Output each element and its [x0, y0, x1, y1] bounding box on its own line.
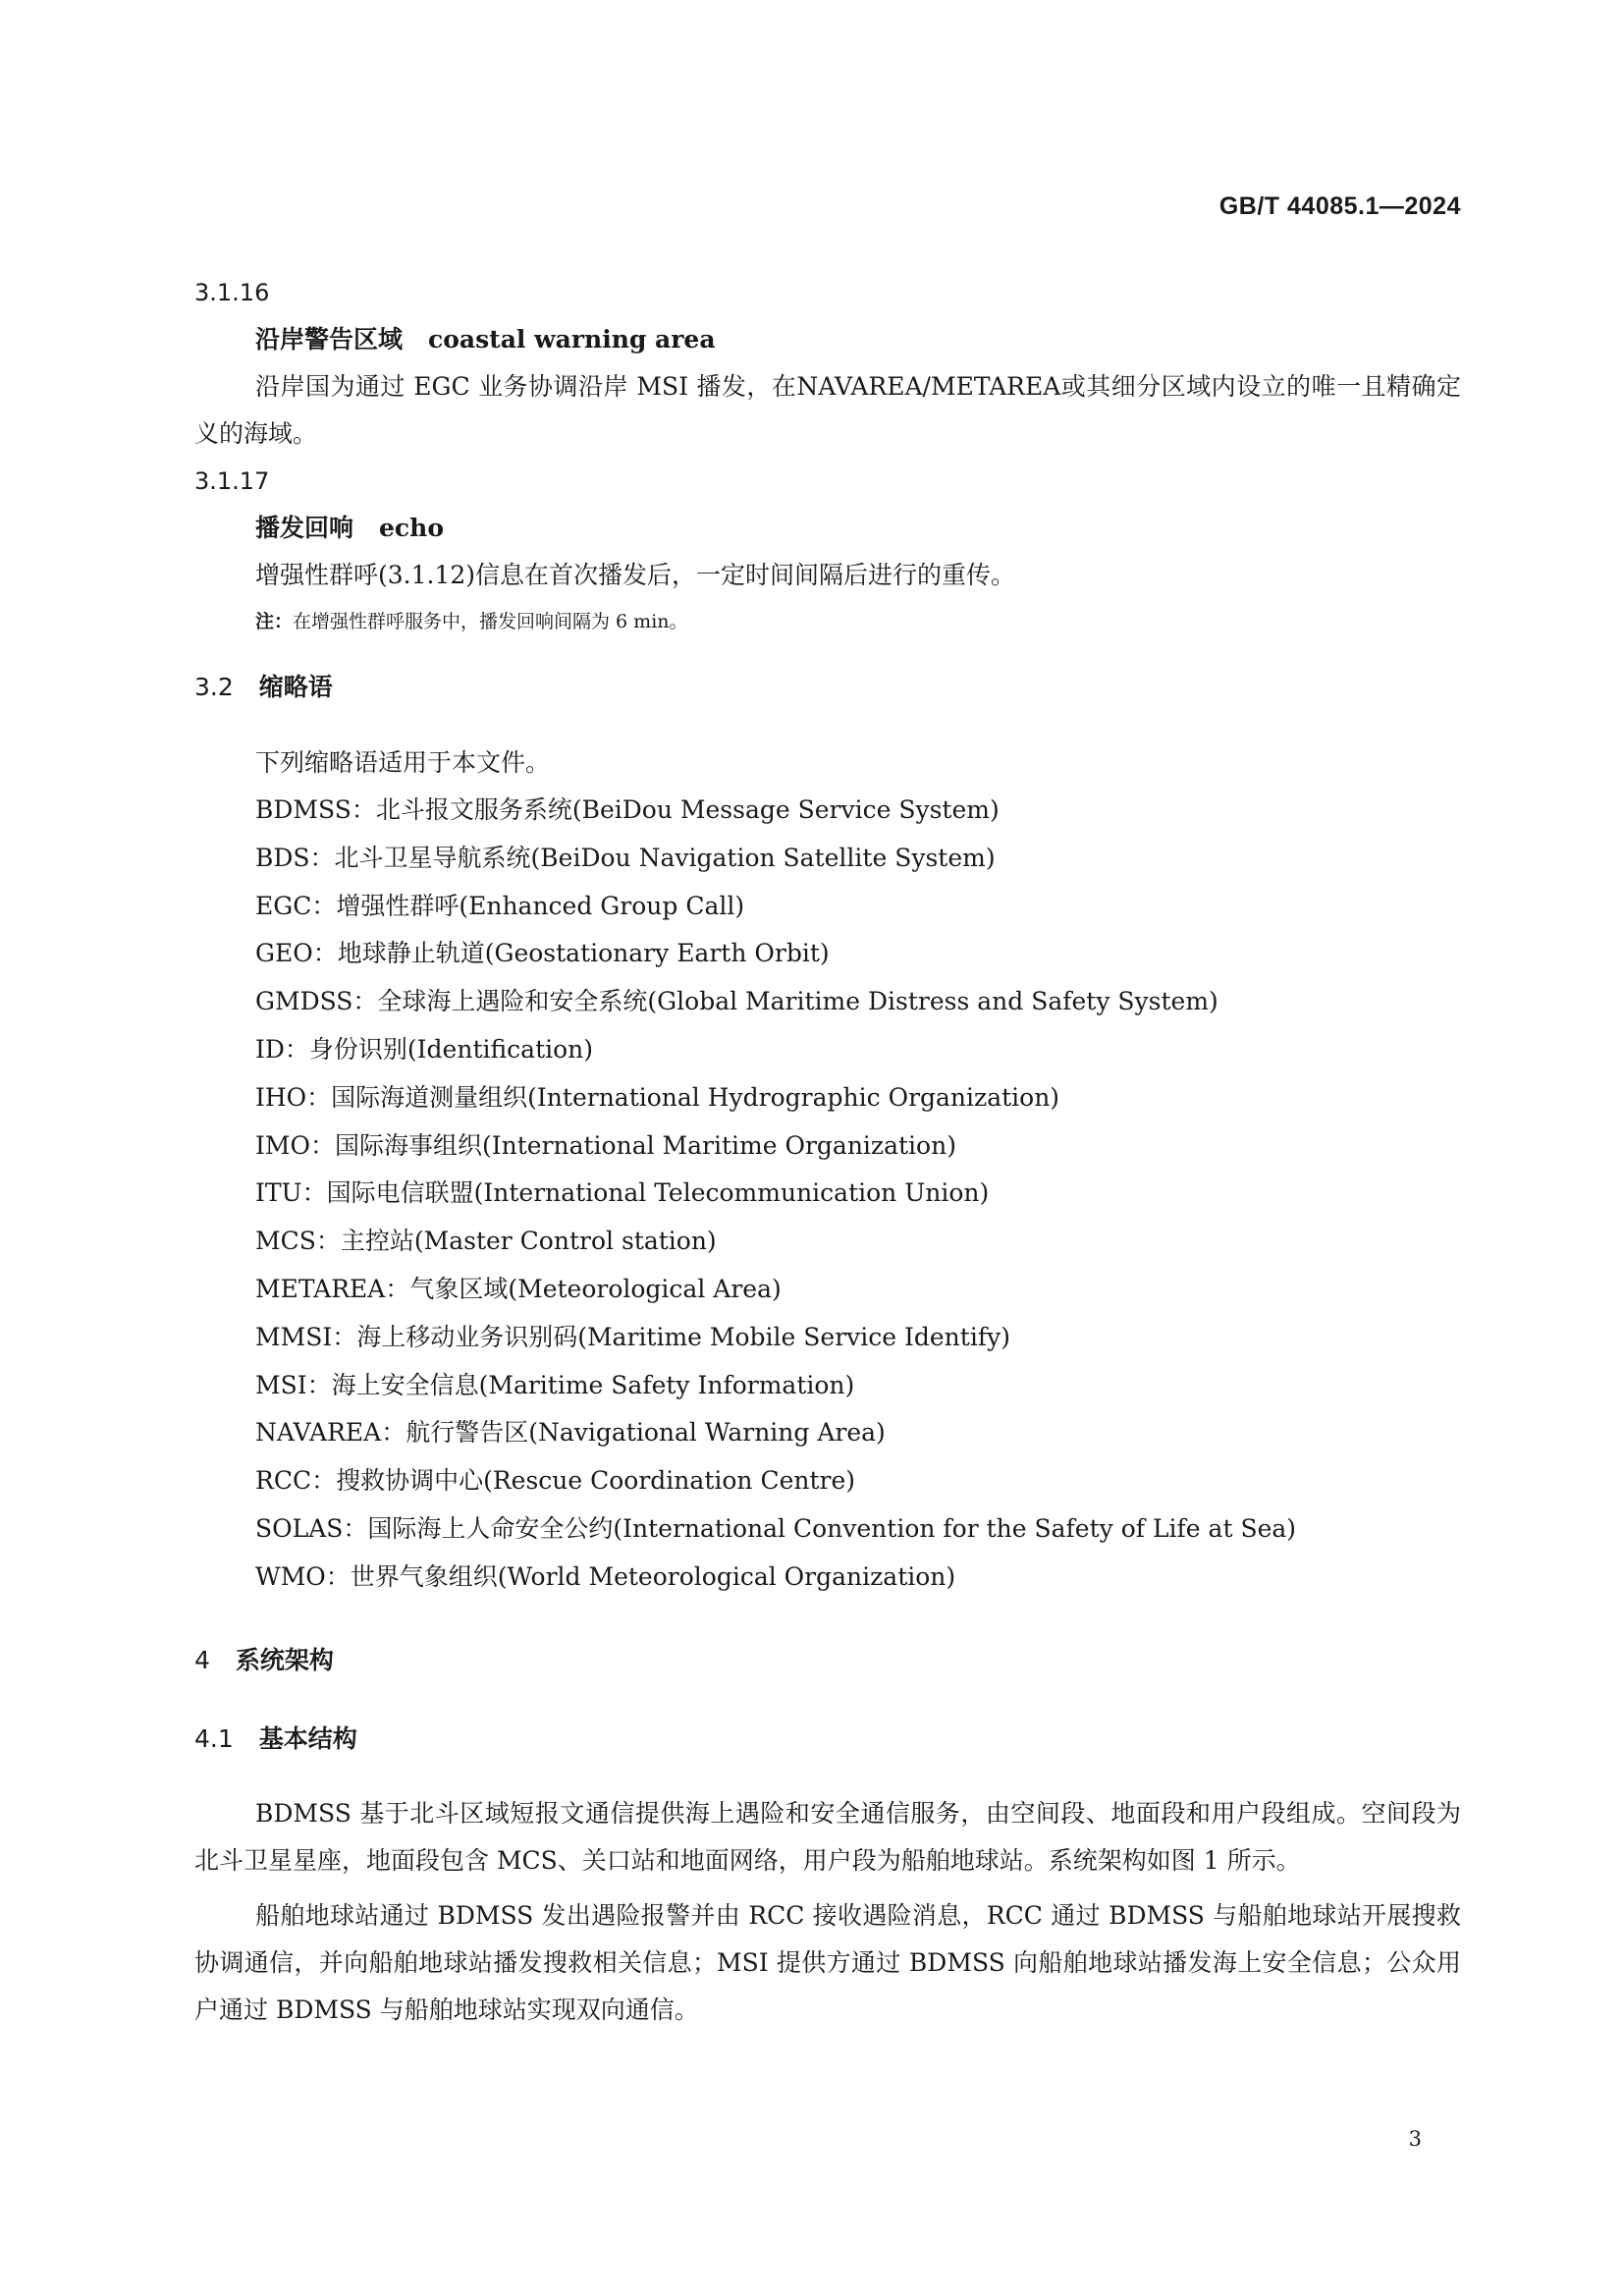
term-zh: 播发回响 [255, 514, 354, 542]
section-title: 缩略语 [258, 673, 333, 701]
term-definition-3-1-17: 增强性群呼(3.1.12)信息在首次播发后，一定时间间隔后进行的重传。 [255, 561, 1016, 589]
abbreviation-item: IHO：国际海道测量组织(International Hydrographic Organization) [255, 1082, 1060, 1112]
term-definition-3-1-16: 沿岸国为通过 EGC 业务协调沿岸 MSI 播发，在NAVAREA/METAREA或其细分区域内设立的唯一且精确定义的海域。 [194, 372, 1461, 448]
note-text: 在增强性群呼服务中，播发回响间隔为 6 min。 [293, 611, 688, 632]
section-heading-4 [194, 1637, 1461, 1684]
body-paragraph: 船舶地球站通过 BDMSS 发出遇险报警并由 RCC 接收遇险消息，RCC 通过 BDMSS 与船舶地球站开展搜救协调通信，并向船舶地球站播发搜救相关信息；MSI 提供方通过 BDMSS 向船舶地球站播发海上安全信息；公众用户通过 BDMSS 与船舶地球站实现双向通信。 [194, 1900, 1461, 2024]
section-heading-3-2 [194, 664, 1461, 711]
abbreviations-list [194, 787, 1461, 1602]
abbreviation-item: SOLAS：国际海上人命安全公约(International Convention for the Safety of Life at Sea) [255, 1513, 1297, 1543]
term-en: coastal warning area [428, 325, 716, 354]
page-content [194, 269, 1461, 2034]
abbreviation-item: MMSI：海上移动业务识别码(Maritime Mobile Service Identify) [255, 1322, 1010, 1351]
abbreviation-item: EGC：增强性群呼(Enhanced Group Call) [255, 891, 745, 920]
section-title: 系统架构 [235, 1645, 334, 1674]
term-en: echo [379, 514, 444, 542]
standard-code: GB/T 44085.1—2024 [1218, 192, 1461, 220]
section-heading-4-1 [194, 1716, 1461, 1763]
section-number: 4.1 [194, 1723, 234, 1753]
section-number: 4 [194, 1645, 210, 1674]
abbreviation-item: RCC：搜救协调中心(Rescue Coordination Centre) [255, 1466, 856, 1496]
abbreviation-item: BDMSS：北斗报文服务系统(BeiDou Message Service System) [255, 795, 1000, 824]
term-heading-3-1-16 [255, 316, 1461, 363]
abbreviation-item: ID：身份识别(Identification) [255, 1034, 594, 1064]
abbreviation-item: WMO：世界气象组织(World Meteorological Organization) [255, 1561, 956, 1591]
abbreviation-item: MCS：主控站(Master Control station) [255, 1227, 717, 1256]
term-note [255, 599, 1461, 644]
abbreviations-intro: 下列缩略语适用于本文件。 [255, 748, 551, 777]
note-label: 注： [255, 611, 294, 632]
term-zh: 沿岸警告区域 [255, 325, 404, 354]
term-heading-3-1-17 [255, 505, 1461, 552]
section-title: 基本结构 [258, 1723, 357, 1753]
abbreviation-item: GEO：地球静止轨道(Geostationary Earth Orbit) [255, 939, 830, 968]
abbreviation-item: IMO：国际海事组织(International Maritime Organization) [255, 1130, 956, 1160]
abbreviation-item: ITU：国际电信联盟(International Telecommunication Union) [255, 1178, 990, 1208]
clause-number-3-1-16: 3.1.16 [194, 279, 270, 306]
abbreviation-item: MSI：海上安全信息(Maritime Safety Information) [255, 1370, 855, 1399]
section-number: 3.2 [194, 673, 234, 701]
abbreviation-item: METAREA：气象区域(Meteorological Area) [255, 1274, 782, 1303]
abbreviation-item: NAVAREA：航行警告区(Navigational Warning Area) [255, 1418, 886, 1448]
body-paragraph: BDMSS 基于北斗区域短报文通信提供海上遇险和安全通信服务，由空间段、地面段和用户段组成。空间段为北斗卫星星座，地面段包含 MCS、关口站和地面网络，用户段为船舶地球站。系统架构如图 1 所示。 [194, 1798, 1461, 1875]
abbreviation-item: GMDSS：全球海上遇险和安全系统(Global Maritime Distress and Safety System) [255, 987, 1218, 1016]
page-number: 3 [1408, 2127, 1422, 2151]
abbreviation-item: BDS：北斗卫星导航系统(BeiDou Navigation Satellite System) [255, 843, 996, 872]
clause-number-3-1-17: 3.1.17 [194, 467, 270, 495]
